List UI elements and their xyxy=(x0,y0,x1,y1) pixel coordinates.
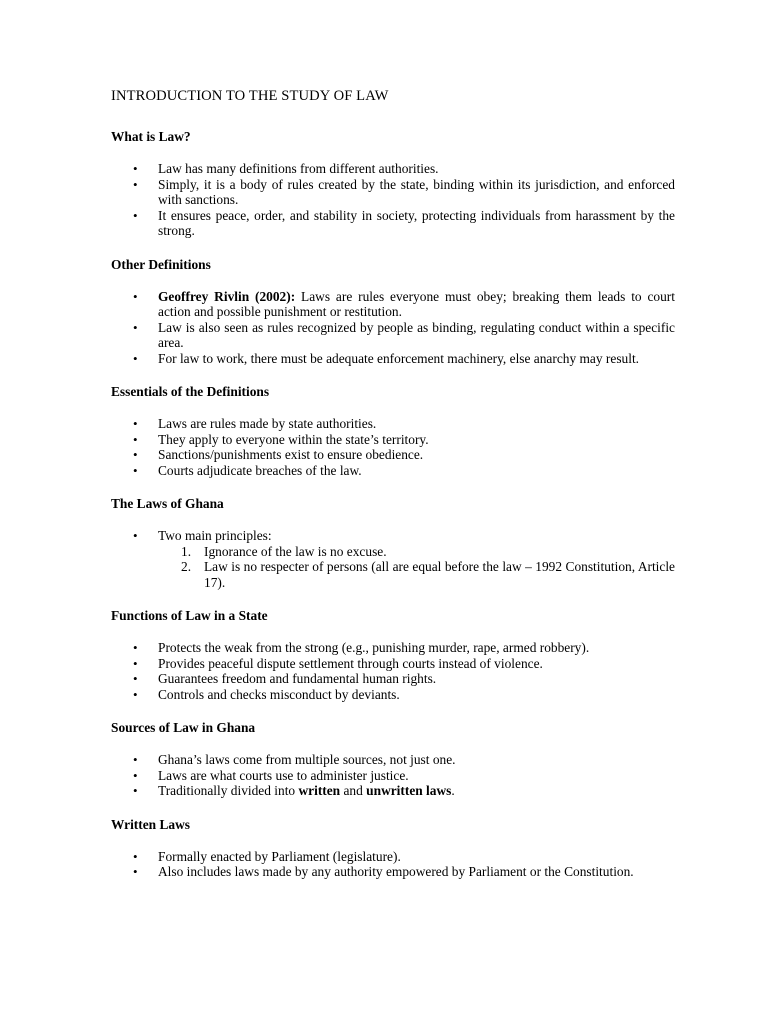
bullet-icon: • xyxy=(133,864,138,879)
item-text: Two main principles: xyxy=(158,528,272,543)
list-item xyxy=(111,447,675,463)
list-item xyxy=(111,864,675,880)
list-item xyxy=(111,463,675,479)
item-text: Ghana’s laws come from multiple sources, not just one. xyxy=(158,752,456,767)
list-item xyxy=(111,177,675,208)
item-text: They apply to everyone within the state’s territory. xyxy=(158,431,429,447)
bullet-list xyxy=(111,416,675,478)
numbered-item xyxy=(158,559,675,590)
item-text: Law is also seen as rules recognized by people as binding, regulating conduct within a specific area. xyxy=(158,319,675,350)
section-heading-essentials-of-the-definitions: Essentials of the Definitions xyxy=(111,384,270,399)
item-text: Controls and checks misconduct by deviants. xyxy=(158,686,400,702)
list-item xyxy=(111,768,675,784)
number-marker: 1. xyxy=(181,543,192,559)
document-body xyxy=(111,128,675,880)
item-text: Formally enacted by Parliament (legislature). xyxy=(158,848,401,864)
bullet-icon: • xyxy=(133,783,138,798)
section-heading-sources-of-law-in-ghana: Sources of Law in Ghana xyxy=(111,720,256,735)
section-heading-functions-of-law-in-a-state: Functions of Law in a State xyxy=(111,608,268,623)
item-text: It ensures peace, order, and stability in society, protecting individuals from harassment by the strong. xyxy=(158,207,675,238)
bullet-icon: • xyxy=(133,161,138,176)
item-text: Laws are rules everyone must obey; breaking them leads to court action and possible punishment or restitution. xyxy=(158,288,675,319)
bullet-icon: • xyxy=(133,686,138,702)
item-text: Also includes laws made by any authority empowered by Parliament or the Constitution. xyxy=(158,864,634,879)
item-lead-term: Geoffrey Rivlin (2002): xyxy=(158,288,296,304)
item-text: Courts adjudicate breaches of the law. xyxy=(158,462,362,478)
bullet-list xyxy=(111,289,675,367)
bullet-icon: • xyxy=(133,207,138,223)
list-item xyxy=(111,351,675,367)
bullet-list xyxy=(111,849,675,880)
numbered-item-text: Ignorance of the law is no excuse. xyxy=(204,543,387,559)
emphasis-text: unwritten laws xyxy=(366,783,452,798)
item-text: Provides peaceful dispute settlement through courts instead of violence. xyxy=(158,655,543,671)
bullet-list xyxy=(111,161,675,239)
list-item xyxy=(111,320,675,351)
bullet-icon: • xyxy=(133,416,138,431)
bullet-icon: • xyxy=(133,848,138,864)
bullet-icon: • xyxy=(133,350,138,366)
list-item xyxy=(111,640,675,656)
numbered-item-text: Law is no respecter of persons (all are equal before the law – 1992 Constitution, Article 17). xyxy=(204,559,675,590)
list-item xyxy=(111,289,675,320)
section-heading-the-laws-of-ghana: The Laws of Ghana xyxy=(111,496,224,511)
list-item xyxy=(111,752,675,768)
bullet-icon: • xyxy=(133,462,138,478)
document-title: INTRODUCTION TO THE STUDY OF LAW xyxy=(111,88,389,104)
bullet-icon: • xyxy=(133,671,138,686)
item-text: Laws are what courts use to administer justice. xyxy=(158,767,409,783)
list-item xyxy=(111,849,675,865)
bullet-icon: • xyxy=(133,288,138,304)
bullet-icon: • xyxy=(133,176,138,192)
numbered-item xyxy=(158,544,675,560)
item-text: Traditionally divided into xyxy=(158,783,299,798)
list-item xyxy=(111,161,675,177)
item-text: Laws are rules made by state authorities. xyxy=(158,416,377,431)
item-text: Law has many definitions from different authorities. xyxy=(158,161,439,176)
item-text: Protects the weak from the strong (e.g., punishing murder, rape, armed robbery). xyxy=(158,640,590,655)
list-item xyxy=(111,687,675,703)
bullet-icon: • xyxy=(133,752,138,767)
bullet-icon: • xyxy=(133,319,138,335)
list-item xyxy=(111,416,675,432)
bullet-list xyxy=(111,528,675,590)
bullet-list xyxy=(111,640,675,702)
section-heading-other-definitions: Other Definitions xyxy=(111,256,211,272)
item-text: Simply, it is a body of rules created by the state, binding within its jurisdiction, and enforced with sanctions. xyxy=(158,176,675,207)
section-heading-what-is-law: What is Law? xyxy=(111,129,191,144)
list-item xyxy=(111,783,675,799)
numbered-list xyxy=(158,544,675,591)
list-item xyxy=(111,671,675,687)
list-item xyxy=(111,656,675,672)
list-item xyxy=(111,432,675,448)
item-text: Guarantees freedom and fundamental human rights. xyxy=(158,671,437,686)
bullet-icon: • xyxy=(133,431,138,447)
emphasis-text: written xyxy=(298,783,341,798)
list-item xyxy=(111,528,675,590)
bullet-icon: • xyxy=(133,447,138,462)
item-text: and xyxy=(340,783,367,798)
list-item xyxy=(111,208,675,239)
bullet-icon: • xyxy=(133,640,138,655)
number-marker: 2. xyxy=(181,559,192,574)
bullet-icon: • xyxy=(133,528,138,543)
item-text: For law to work, there must be adequate enforcement machinery, else anarchy may result. xyxy=(158,350,640,366)
bullet-icon: • xyxy=(133,655,138,671)
bullet-icon: • xyxy=(133,767,138,783)
bullet-list xyxy=(111,752,675,799)
item-text: Sanctions/punishments exist to ensure obedience. xyxy=(158,447,424,462)
section-heading-written-laws: Written Laws xyxy=(111,816,190,832)
item-text: . xyxy=(451,783,455,798)
